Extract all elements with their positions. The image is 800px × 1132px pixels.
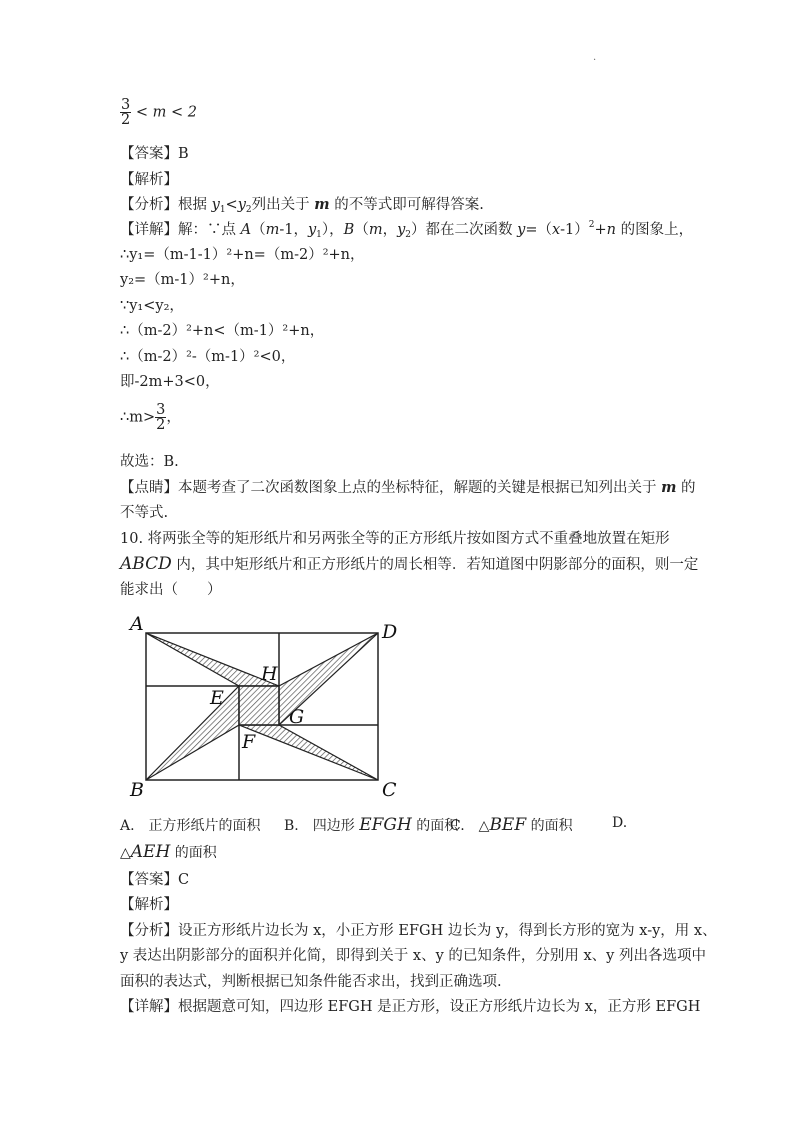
analysis-heading: 【解析】 bbox=[120, 172, 178, 188]
question-10-line-3: 能求出（ ） bbox=[120, 582, 222, 598]
fraction: $\frac{3}{2}$ bbox=[121, 97, 131, 128]
detail-line-6: ∴（m-2）²-（m-1）²<0， bbox=[120, 349, 296, 365]
analysis-line-3: 面积的表达式，判断根据已知条件能否求出，找到正确选项. bbox=[120, 974, 502, 990]
detail-line-7: 即-2m+3<0， bbox=[120, 374, 220, 390]
detail-line-3: y₂=（m-1）²+n， bbox=[120, 272, 245, 288]
inequality-line: $\frac{3}{2}$ < m < 2 bbox=[121, 97, 197, 128]
analysis-summary: 【分析】根据 $y_1<y_2$列出关于 m 的不等式即可解得答案. bbox=[120, 196, 484, 215]
label-e: E bbox=[210, 687, 224, 709]
label-c: C bbox=[382, 779, 397, 801]
question-10-line-2: ABCD 内，其中矩形纸片和正方形纸片的周长相等．若知道图中阴影部分的面积，则一定 bbox=[120, 554, 699, 574]
option-d: D. bbox=[612, 815, 628, 831]
label-h: H bbox=[261, 663, 278, 685]
analysis-line-2: y 表达出阴影部分的面积并化简，即得到关于 x、y 的已知条件，分别用 x、y 列出各选项中 bbox=[120, 948, 706, 964]
geometry-figure bbox=[125, 612, 415, 802]
option-b: B. 四边形 EFGH 的面积 bbox=[284, 815, 459, 835]
detail-line-1: 【详解】解：∵点 A（m-1，$y_1$），B（m，$y_2$）都在二次函数 $y=(x-1)^2+n$ 的图象上， bbox=[120, 220, 694, 240]
detail-line-2: ∴y₁=（m-1-1）²+n=（m-2）²+n， bbox=[120, 247, 365, 263]
label-f: F bbox=[242, 731, 256, 753]
label-g: G bbox=[289, 706, 305, 728]
comment-line-2: 不等式. bbox=[120, 505, 169, 521]
option-c: C. △BEF 的面积 bbox=[450, 815, 573, 835]
comment-line-1: 【点睛】本题考查了二次函数图象上点的坐标特征，解题的关键是根据已知列出关于 m 的 bbox=[120, 479, 696, 496]
detail-line-4: ∵y₁<y₂， bbox=[120, 298, 184, 314]
analysis-line-1: 【分析】设正方形纸片边长为 x，小正方形 EFGH 边长为 y，得到长方形的宽为 x-y，用 x、 bbox=[120, 923, 717, 939]
answer-line-2: 【答案】C bbox=[120, 872, 190, 888]
choose-line: 故选：B. bbox=[120, 454, 179, 470]
shaded-region bbox=[146, 633, 378, 780]
option-a: A. 正方形纸片的面积 bbox=[120, 818, 261, 834]
detail-line-final: 【详解】根据题意可知，四边形 EFGH 是正方形，设正方形纸片边长为 x，正方形 EFGH bbox=[120, 999, 701, 1015]
label-d: D bbox=[382, 621, 398, 643]
analysis-heading-2: 【解析】 bbox=[120, 897, 178, 913]
label-a: A bbox=[130, 613, 144, 635]
detail-line-5: ∴（m-2）²+n<（m-1）²+n， bbox=[120, 323, 325, 339]
option-d-content: △AEH 的面积 bbox=[120, 842, 217, 862]
answer-line: 【答案】B bbox=[120, 146, 189, 162]
corner-mark: . bbox=[593, 52, 597, 63]
label-b: B bbox=[130, 779, 144, 801]
question-10-line-1: 10. 将两张全等的矩形纸片和另两张全等的正方形纸片按如图方式不重叠地放置在矩形 bbox=[120, 531, 670, 547]
detail-line-8: ∴m> $\frac{3}{2}$ ， bbox=[120, 402, 181, 433]
fraction: $\frac{3}{2}$ bbox=[156, 402, 166, 433]
